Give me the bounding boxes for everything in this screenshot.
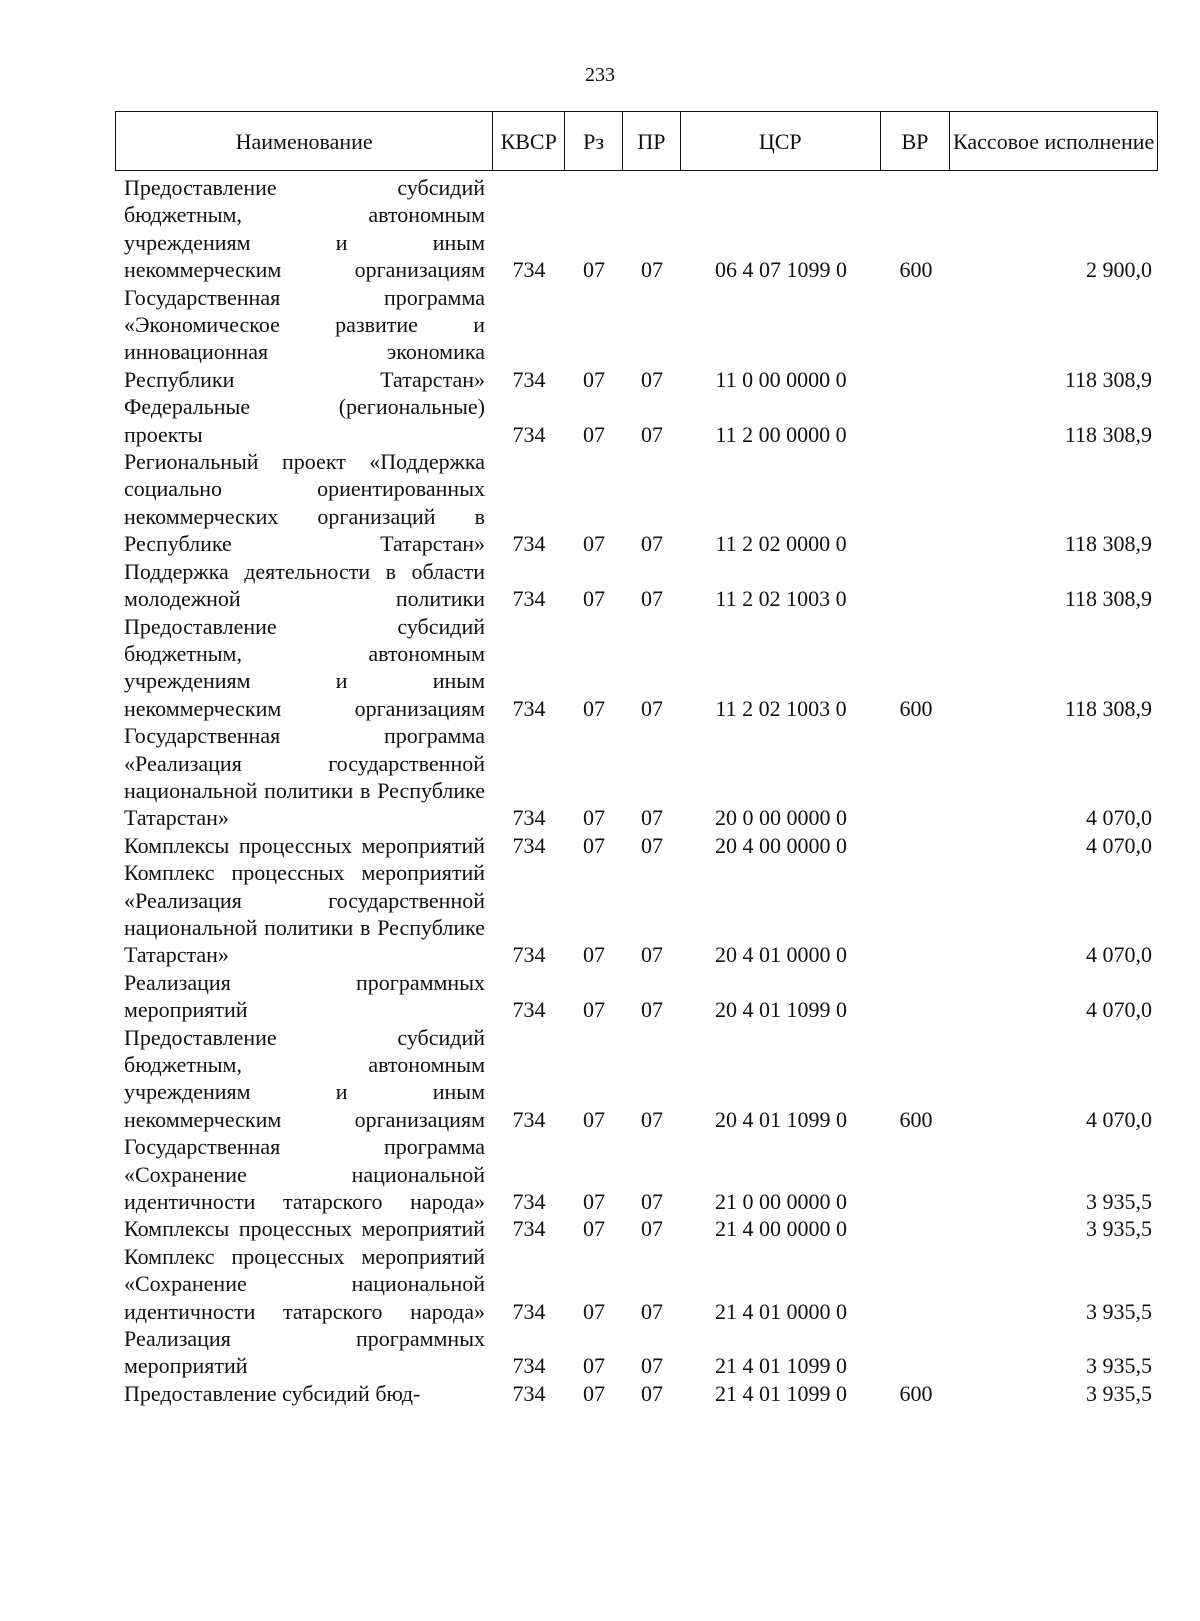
header-rz: Рз [565,112,623,170]
row-rz: 07 [583,997,605,1023]
row-pr: 07 [641,421,663,447]
row-pr: 07 [641,1380,663,1406]
row-amount: 4 070,0 [1086,942,1152,968]
row-rz: 07 [583,421,605,447]
row-pr: 07 [641,1216,663,1242]
table-body [115,174,1158,1407]
table-row [115,284,1158,394]
row-kvsr: 734 [512,1380,546,1406]
header-name: Наименование [116,112,493,170]
row-name: Государственная программа «Реализация государственной национальной политики в Республике Татарстан» [124,723,485,831]
row-name: Комплексы процессных мероприятий [124,832,485,858]
row-vr: 600 [899,1106,933,1132]
row-csr: 11 2 02 1003 0 [715,586,847,612]
row-pr: 07 [641,997,663,1023]
row-kvsr: 734 [512,1106,546,1132]
row-csr: 21 4 00 0000 0 [715,1216,847,1242]
row-rz: 07 [583,832,605,858]
header-vr: ВР [881,112,951,170]
row-pr: 07 [641,695,663,721]
row-csr: 20 4 01 0000 0 [715,942,847,968]
row-rz: 07 [583,531,605,557]
row-kvsr: 734 [512,531,546,557]
row-kvsr: 734 [512,366,546,392]
row-csr: 20 4 01 1099 0 [715,997,847,1023]
row-amount: 3 935,5 [1086,1353,1152,1379]
row-name: Поддержка деятельности в области молодежной политики [124,558,485,612]
row-name: Реализация программных мероприятий [124,1326,485,1379]
row-pr: 07 [641,531,663,557]
row-csr: 11 2 02 0000 0 [715,531,847,557]
table-row [115,859,1158,969]
table-row [115,722,1158,832]
table-header [115,111,1158,171]
row-kvsr: 734 [512,695,546,721]
row-amount: 3 935,5 [1086,1380,1152,1406]
row-amount: 4 070,0 [1086,805,1152,831]
row-name: Предоставление субсидий бюджетным, автономным учреждениям и иным некоммерческим организациям [124,1024,485,1132]
row-amount: 3 935,5 [1086,1298,1152,1324]
row-csr: 20 0 00 0000 0 [715,805,847,831]
table-row [115,613,1158,723]
row-vr: 600 [899,695,933,721]
row-name: Государственная программа «Сохранение национальной идентичности татарского народа» [124,1134,485,1215]
row-kvsr: 734 [512,805,546,831]
row-pr: 07 [641,1189,663,1215]
row-pr: 07 [641,366,663,392]
table-row [115,174,1158,284]
row-kvsr: 734 [512,1353,546,1379]
table-row [115,1215,1158,1242]
table-row [115,558,1158,613]
row-rz: 07 [583,1189,605,1215]
row-name: Предоставление субсидий бюджетным, автономным учреждениям и иным некоммерческим организациям [124,175,485,283]
page-number: 233 [585,64,615,86]
row-rz: 07 [583,257,605,283]
row-kvsr: 734 [512,1189,546,1215]
table-row [115,1024,1158,1134]
table-row [115,1380,1158,1407]
row-name: Федеральные (региональные) проекты [124,394,485,447]
row-kvsr: 734 [512,942,546,968]
row-rz: 07 [583,1106,605,1132]
table-row [115,969,1158,1024]
row-kvsr: 734 [512,421,546,447]
row-amount: 118 308,9 [1064,531,1152,557]
row-rz: 07 [583,695,605,721]
row-csr: 06 4 07 1099 0 [715,257,847,283]
header-amount: Кассовое исполнение [953,128,1155,154]
row-amount: 3 935,5 [1086,1216,1152,1242]
row-csr: 11 0 00 0000 0 [715,366,847,392]
row-rz: 07 [583,1380,605,1406]
header-kvsr: КВСР [493,112,565,170]
table-row [115,1133,1158,1215]
row-pr: 07 [641,1106,663,1132]
row-pr: 07 [641,942,663,968]
row-name: Реализация программных мероприятий [124,969,485,1023]
row-kvsr: 734 [512,257,546,283]
row-amount: 2 900,0 [1086,257,1152,283]
row-kvsr: 734 [512,586,546,612]
row-name: Предоставление субсидий бюд- [124,1380,421,1406]
row-pr: 07 [641,1353,663,1379]
row-name: Государственная программа «Экономическое развитие и инновационная экономика Республики Татарстан» [124,284,485,392]
table-row [115,1325,1158,1380]
row-name: Региональный проект «Поддержка социально ориентированных некоммерческих организаций в Республике Татарстан» [124,449,485,557]
table-row [115,1243,1158,1325]
row-amount: 118 308,9 [1064,695,1152,721]
row-csr: 21 4 01 1099 0 [715,1353,847,1379]
row-kvsr: 734 [512,1298,546,1324]
row-amount: 4 070,0 [1086,997,1152,1023]
table-row [115,393,1158,448]
header-pr: ПР [623,112,681,170]
row-name: Комплексы процессных мероприятий [124,1216,485,1242]
row-csr: 20 4 01 1099 0 [715,1106,847,1132]
row-amount: 4 070,0 [1086,1106,1152,1132]
row-csr: 11 2 00 0000 0 [715,421,847,447]
row-rz: 07 [583,1216,605,1242]
row-rz: 07 [583,1298,605,1324]
row-kvsr: 734 [512,1216,546,1242]
row-pr: 07 [641,1298,663,1324]
row-rz: 07 [583,1353,605,1379]
row-pr: 07 [641,257,663,283]
row-pr: 07 [641,832,663,858]
row-csr: 11 2 02 1003 0 [715,695,847,721]
row-amount: 118 308,9 [1064,586,1152,612]
row-rz: 07 [583,366,605,392]
row-vr: 600 [899,257,933,283]
row-rz: 07 [583,805,605,831]
row-vr: 600 [899,1380,933,1406]
header-csr: ЦСР [681,112,881,170]
row-name: Предоставление субсидий бюджетным, автономным учреждениям и иным некоммерческим организациям [124,613,485,721]
row-kvsr: 734 [512,832,546,858]
row-csr: 21 4 01 1099 0 [715,1380,847,1406]
row-rz: 07 [583,586,605,612]
row-csr: 20 4 00 0000 0 [715,832,847,858]
row-csr: 21 0 00 0000 0 [715,1189,847,1215]
row-name: Комплекс процессных мероприятий «Реализация государственной национальной политики в Республике Татарстан» [124,860,485,968]
row-amount: 118 308,9 [1064,421,1152,447]
row-name: Комплекс процессных мероприятий «Сохранение национальной идентичности татарского народа» [124,1243,485,1324]
row-kvsr: 734 [512,997,546,1023]
row-rz: 07 [583,942,605,968]
row-csr: 21 4 01 0000 0 [715,1298,847,1324]
row-amount: 118 308,9 [1064,366,1152,392]
table-row [115,832,1158,859]
row-amount: 3 935,5 [1086,1189,1152,1215]
row-pr: 07 [641,805,663,831]
table-row [115,448,1158,558]
row-amount: 4 070,0 [1086,832,1152,858]
row-pr: 07 [641,586,663,612]
